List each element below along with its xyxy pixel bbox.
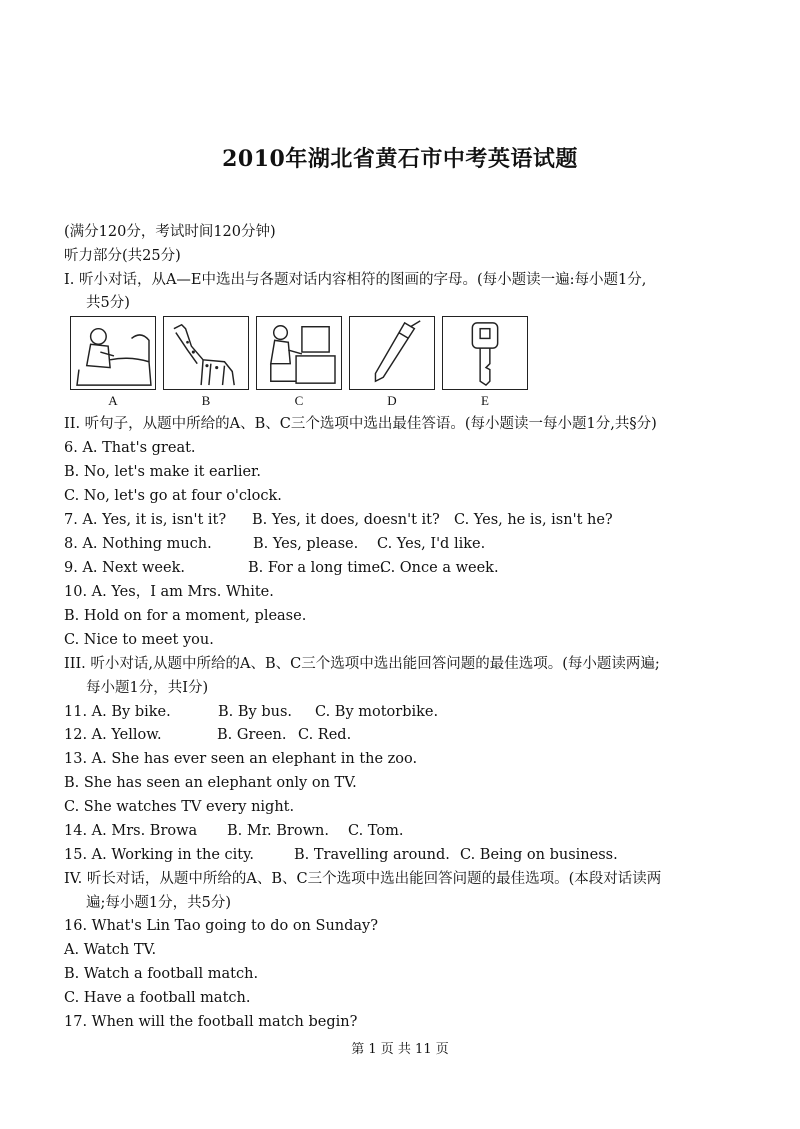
option-a: 11. A. By bike. <box>64 704 171 720</box>
picture-label: A <box>108 393 118 408</box>
option-b: B. Yes, it does, doesn't it? <box>252 512 440 528</box>
picture-label: D <box>387 393 397 408</box>
option-b: B. By bus. <box>218 704 293 720</box>
question-16-option-b: B. Watch a football match. <box>64 966 259 982</box>
page-title: 2010年湖北省黄石市中考英语试题 <box>222 146 578 172</box>
option-c: C. Yes, he is, isn't he? <box>454 512 613 528</box>
option-c: C. Tom. <box>348 823 404 839</box>
picture-label: B <box>201 393 211 408</box>
question-10: 10. A. Yes，I am Mrs. White. <box>64 584 274 600</box>
option-b: B. Green. <box>217 727 287 743</box>
option-c: C. Being on business. <box>460 847 618 863</box>
question-12 <box>64 725 351 745</box>
question-10-option-b: B. Hold on for a moment, please. <box>64 608 307 624</box>
question-15 <box>64 845 618 865</box>
picture-label: E <box>481 393 489 408</box>
option-c: C. By motorbike. <box>315 704 439 720</box>
pen-icon <box>349 316 435 390</box>
option-b: B. Yes, please. <box>253 536 359 552</box>
question-14 <box>64 821 403 841</box>
picture-strip <box>70 316 530 408</box>
key-icon <box>442 316 528 390</box>
option-a: 9. A. Next week. <box>64 560 185 576</box>
option-c: C. Red. <box>298 727 352 743</box>
option-b: B. Travelling around. <box>294 847 450 863</box>
section2-heading: II. 听句子，从题中所给的A、B、C三个选项中选出最佳答语。(每小题读一每小题1分,共§分) <box>64 416 657 432</box>
question-13: 13. A. She has ever seen an elephant in the zoo. <box>64 751 418 767</box>
section4-heading-cont: 遍;每小题1分，共5分) <box>86 895 231 911</box>
option-b: B. Mr. Brown. <box>227 823 329 839</box>
option-b: B. For a long time. <box>248 560 385 576</box>
giraffe-icon <box>163 316 249 390</box>
question-11 <box>64 702 438 722</box>
question-7 <box>64 510 613 530</box>
question-10-option-c: C. Nice to meet you. <box>64 632 214 648</box>
option-a: 12. A. Yellow. <box>64 727 162 743</box>
option-c: C. Yes, I'd like. <box>377 536 486 552</box>
question-8 <box>64 534 485 554</box>
question-9 <box>64 558 499 578</box>
page-footer: 第 1 页 共 11 页 <box>351 1042 449 1057</box>
picture-label: C <box>294 393 304 408</box>
score-note: (满分120分，考试时间120分钟) <box>64 224 276 240</box>
question-16: 16. What's Lin Tao going to do on Sunday? <box>64 918 379 934</box>
person-at-computer-icon <box>256 316 342 390</box>
question-6-option-c: C. No, let's go at four o'clock. <box>64 488 282 504</box>
option-a: 8. A. Nothing much. <box>64 536 212 552</box>
question-13-option-c: C. She watches TV every night. <box>64 799 295 815</box>
question-6: 6. A. That's great. <box>64 440 196 456</box>
question-6-option-b: B. No, let's make it earlier. <box>64 464 261 480</box>
question-17: 17. When will the football match begin? <box>64 1014 358 1030</box>
option-a: 7. A. Yes, it is, isn't it? <box>64 512 227 528</box>
option-a: 14. A. Mrs. Browa <box>64 823 198 839</box>
section3-heading-cont: 每小题1分，共I分) <box>86 680 209 696</box>
listening-header: 听力部分(共25分) <box>64 248 181 264</box>
section3-heading: III. 听小对话,从题中所给的A、B、C三个选项中选出能回答问题的最佳选项。(每小题读两遍; <box>64 656 660 672</box>
section4-heading: IV. 听长对话，从题中所给的A、B、C三个选项中选出能回答问题的最佳选项。(本段对话读两 <box>64 871 662 887</box>
section1-heading-cont: 共5分) <box>86 295 130 311</box>
option-a: 15. A. Working in the city. <box>64 847 254 863</box>
person-in-bed-icon <box>70 316 156 390</box>
question-16-option-c: C. Have a football match. <box>64 990 251 1006</box>
question-16-option-a: A. Watch TV. <box>64 942 157 958</box>
section1-heading: I. 听小对话，从A—E中选出与各题对话内容相符的图画的字母。(每小题读一遍:每小题1分, <box>64 272 647 288</box>
question-13-option-b: B. She has seen an elephant only on TV. <box>64 775 357 791</box>
option-c: C. Once a week. <box>380 560 499 576</box>
